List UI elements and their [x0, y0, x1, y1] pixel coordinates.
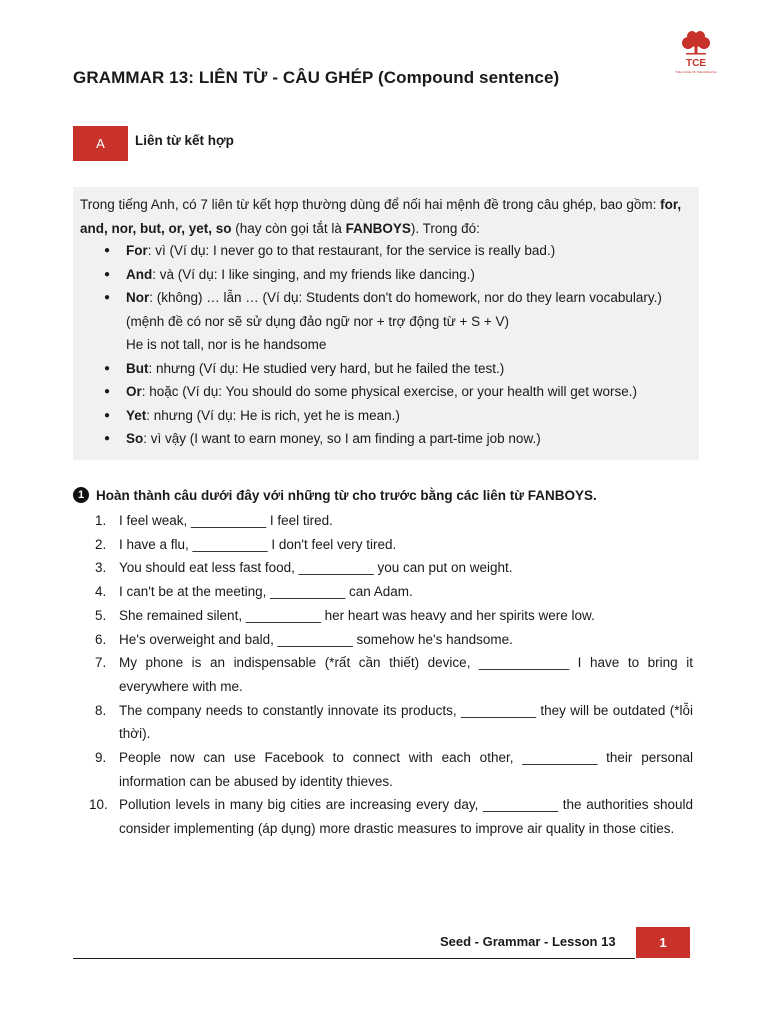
question-text: I can't be at the meeting, __________ can Adam. — [119, 584, 413, 600]
nor-example: He is not tall, nor is he handsome — [126, 337, 327, 352]
question-number: 2. — [95, 536, 107, 552]
question-text: She remained silent, __________ her heart was heavy and her spirits were low. — [119, 607, 595, 623]
question-number: 6. — [95, 631, 107, 647]
question-text: Pollution levels in many big cities are increasing every day, __________ the authorities should consider implementing (áp dụng) more drastic measures to improve air quality in those cities. — [119, 797, 693, 837]
page-title: GRAMMAR 13: LIÊN TỪ - CÂU GHÉP (Compound sentence) — [73, 68, 560, 87]
section-letter-badge: A — [73, 126, 128, 161]
question-item — [73, 746, 693, 793]
section-label: Liên từ kết hợp — [135, 133, 234, 148]
question-text: I feel weak, __________ I feel tired. — [119, 513, 333, 528]
question-item — [73, 533, 693, 557]
conjunction-desc: : hoặc (Ví dụ: You should do some physical exercise, or your health will get worse.) — [141, 384, 638, 399]
intro-text-3: ). Trong đó: — [410, 220, 480, 236]
tree-logo-icon — [674, 30, 718, 76]
conjunction-term: Or — [126, 384, 142, 399]
conjunction-desc: : và (Ví dụ: I like singing, and my friends like dancing.) — [152, 266, 475, 282]
intro-fanboys: FANBOYS — [345, 220, 411, 236]
question-item — [73, 556, 693, 580]
conjunction-term: Nor — [126, 290, 150, 305]
question-number: 1. — [95, 513, 107, 528]
exercise-instruction: Hoàn thành câu dưới đây với những từ cho trước bằng các liên từ FANBOYS. — [96, 487, 597, 503]
list-item — [73, 357, 699, 381]
question-number: 8. — [95, 702, 107, 718]
conjunction-list — [73, 239, 699, 451]
logo-text: TCE — [686, 58, 706, 69]
question-number: 4. — [95, 584, 107, 600]
question-item — [73, 580, 693, 604]
question-text: I have a flu, __________ I don't feel very tired. — [119, 536, 397, 552]
question-number: 3. — [95, 560, 107, 576]
logo-tagline: THE CAGE OF THE ENGLISH — [675, 70, 717, 74]
conjunction-term: But — [126, 360, 149, 376]
list-item — [73, 404, 699, 428]
question-item — [73, 793, 693, 840]
list-item — [73, 239, 699, 263]
question-text: My phone is an indispensable (*rất cần thiết) device, ____________ I have to bring it everywhere with me. — [119, 655, 693, 694]
exercise-title — [73, 487, 597, 503]
footer-lesson-label: Seed - Grammar - Lesson 13 — [440, 934, 616, 949]
tce-logo — [674, 30, 718, 76]
info-intro — [80, 193, 690, 240]
conjunction-term: Yet — [126, 407, 147, 423]
question-item — [73, 509, 693, 533]
list-item — [73, 263, 699, 287]
question-list — [73, 509, 693, 841]
conjunction-desc: : vì (Ví dụ: I never go to that restaurant, for the service is really bad.) — [147, 243, 556, 258]
question-number: 5. — [95, 607, 107, 623]
question-item — [73, 699, 693, 746]
question-number: 7. — [95, 655, 107, 671]
question-text: You should eat less fast food, __________ you can put on weight. — [119, 560, 513, 576]
question-number: 9. — [95, 750, 107, 766]
conjunction-desc: : nhưng (Ví dụ: He studied very hard, but he failed the test.) — [148, 360, 505, 376]
conjunction-term: For — [126, 243, 148, 258]
nor-note: (mệnh đề có nor sẽ sử dụng đảo ngữ nor + trợ động từ + S + V) — [126, 313, 510, 329]
fanboys-info-box — [73, 187, 699, 460]
conjunction-term: So — [126, 431, 144, 446]
footer-divider — [73, 958, 635, 959]
question-item — [73, 604, 693, 628]
list-item — [73, 286, 699, 310]
list-item — [73, 427, 699, 451]
conjunction-desc: : vì vậy (I want to earn money, so I am finding a part-time job now.) — [143, 431, 541, 446]
question-text: People now can use Facebook to connect with each other, __________ their personal information can be abused by identity thieves. — [119, 750, 693, 789]
page-number-badge: 1 — [636, 927, 690, 958]
intro-text-1: Trong tiếng Anh, có 7 liên từ kết hợp thường dùng để nối hai mệnh đề trong câu ghép, bao gồm: — [80, 197, 661, 212]
question-item — [73, 651, 693, 698]
intro-conjunctions: for, and, nor, but, or, yet, so — [80, 197, 682, 236]
question-text: The company needs to constantly innovate its products, __________ they will be outdated (*lỗi thời). — [119, 702, 693, 742]
intro-text-2: (hay còn gọi tắt là — [231, 220, 346, 236]
conjunction-desc: : nhưng (Ví dụ: He is rich, yet he is mean.) — [146, 407, 400, 423]
question-text: He's overweight and bald, __________ somehow he's handsome. — [119, 631, 513, 647]
question-item — [73, 628, 693, 652]
list-item — [73, 380, 699, 404]
conjunction-term: And — [126, 266, 153, 282]
conjunction-desc: : (không) … lẫn … (Ví dụ: Students don't do homework, nor do they learn vocabulary.) — [149, 290, 662, 305]
exercise-number-icon: 1 — [73, 487, 89, 503]
question-number: 10. — [89, 797, 108, 813]
